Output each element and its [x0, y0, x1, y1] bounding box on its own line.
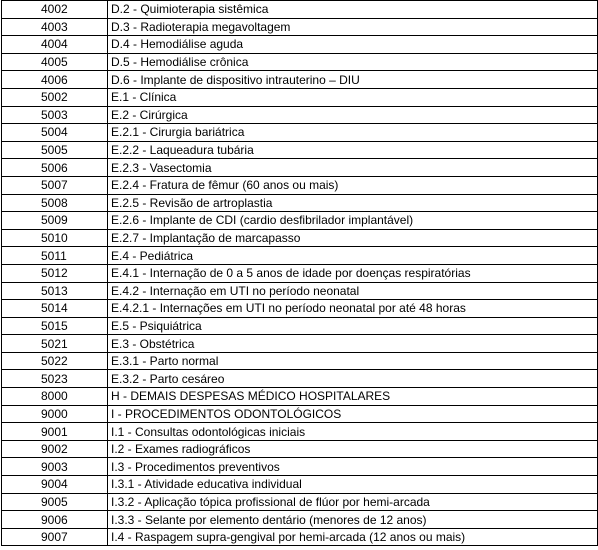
table-row — [2, 141, 598, 159]
procedure-description-cell: I.1 - Consultas odontológicas iniciais — [108, 423, 598, 441]
table-row — [2, 1, 598, 19]
procedure-code-cell: 5022 — [2, 352, 108, 370]
table-row — [2, 36, 598, 54]
table-row — [2, 53, 598, 71]
procedure-description-cell: E.3.1 - Parto normal — [108, 352, 598, 370]
procedure-description-cell: E.4.2.1 - Internações em UTI no período neonatal por até 48 horas — [108, 300, 598, 318]
table-row — [2, 18, 598, 36]
table-row — [2, 71, 598, 89]
table-row — [2, 106, 598, 124]
procedure-code-cell: 9002 — [2, 440, 108, 458]
procedure-code-cell: 5004 — [2, 124, 108, 142]
procedure-description-cell: D.5 - Hemodiálise crônica — [108, 53, 598, 71]
table-row — [2, 388, 598, 406]
procedure-description-cell: E.5 - Psiquiátrica — [108, 317, 598, 335]
procedure-code-cell: 5014 — [2, 300, 108, 318]
procedure-code-cell: 9001 — [2, 423, 108, 441]
procedure-code-cell: 5005 — [2, 141, 108, 159]
procedure-code-cell: 5023 — [2, 370, 108, 388]
procedure-code-cell: 5002 — [2, 88, 108, 106]
procedure-code-cell: 8000 — [2, 388, 108, 406]
procedure-description-cell: D.3 - Radioterapia megavoltagem — [108, 18, 598, 36]
procedure-description-cell: E.1 - Clínica — [108, 88, 598, 106]
procedure-description-cell: E.3 - Obstétrica — [108, 335, 598, 353]
table-row — [2, 229, 598, 247]
procedure-code-cell: 4002 — [2, 1, 108, 19]
procedure-code-cell: 4005 — [2, 53, 108, 71]
procedure-code-table-body — [2, 1, 598, 546]
procedure-code-cell: 9004 — [2, 476, 108, 494]
procedure-description-cell: D.4 - Hemodiálise aguda — [108, 36, 598, 54]
procedure-description-cell: I.3 - Procedimentos preventivos — [108, 458, 598, 476]
procedure-description-cell: E.2.7 - Implantação de marcapasso — [108, 229, 598, 247]
procedure-code-cell: 5010 — [2, 229, 108, 247]
procedure-code-cell: 5009 — [2, 212, 108, 230]
procedure-description-cell: I.4 - Raspagem supra-gengival por hemi-arcada (12 anos ou mais) — [108, 528, 598, 546]
procedure-code-cell: 5021 — [2, 335, 108, 353]
table-row — [2, 370, 598, 388]
procedure-description-cell: E.2.3 - Vasectomia — [108, 159, 598, 177]
procedure-description-cell: E.2.2 - Laqueadura tubária — [108, 141, 598, 159]
procedure-description-cell: E.4 - Pediátrica — [108, 247, 598, 265]
procedure-code-cell: 5011 — [2, 247, 108, 265]
table-row — [2, 264, 598, 282]
procedure-description-cell: I.2 - Exames radiográficos — [108, 440, 598, 458]
table-row — [2, 247, 598, 265]
procedure-code-cell: 9000 — [2, 405, 108, 423]
procedure-code-cell: 5007 — [2, 176, 108, 194]
table-row — [2, 317, 598, 335]
procedure-description-cell: D.2 - Quimioterapia sistêmica — [108, 1, 598, 19]
procedure-code-cell: 9005 — [2, 493, 108, 511]
table-row — [2, 88, 598, 106]
procedure-code-cell: 5012 — [2, 264, 108, 282]
procedure-description-cell: I.3.3 - Selante por elemento dentário (menores de 12 anos) — [108, 511, 598, 529]
table-row — [2, 194, 598, 212]
table-row — [2, 176, 598, 194]
procedure-code-cell: 4004 — [2, 36, 108, 54]
table-row — [2, 124, 598, 142]
table-row — [2, 458, 598, 476]
procedure-code-cell: 9006 — [2, 511, 108, 529]
table-row — [2, 440, 598, 458]
procedure-code-table — [1, 0, 598, 546]
table-row — [2, 511, 598, 529]
procedure-description-cell: E.2.4 - Fratura de fêmur (60 anos ou mais) — [108, 176, 598, 194]
table-row — [2, 352, 598, 370]
table-row — [2, 212, 598, 230]
procedure-description-cell: E.2.5 - Revisão de artroplastia — [108, 194, 598, 212]
procedure-description-cell: E.2.1 - Cirurgia bariátrica — [108, 124, 598, 142]
procedure-description-cell: E.3.2 - Parto cesáreo — [108, 370, 598, 388]
procedure-code-cell: 9007 — [2, 528, 108, 546]
table-row — [2, 528, 598, 546]
procedure-code-cell: 5013 — [2, 282, 108, 300]
procedure-code-cell: 5003 — [2, 106, 108, 124]
table-row — [2, 476, 598, 494]
table-row — [2, 405, 598, 423]
procedure-description-cell: E.4.2 - Internação em UTI no período neonatal — [108, 282, 598, 300]
procedure-description-cell: E.2.6 - Implante de CDI (cardio desfibrilador implantável) — [108, 212, 598, 230]
procedure-description-cell: I.3.1 - Atividade educativa individual — [108, 476, 598, 494]
table-row — [2, 493, 598, 511]
table-row — [2, 423, 598, 441]
procedure-code-cell: 5006 — [2, 159, 108, 177]
procedure-description-cell: D.6 - Implante de dispositivo intrauterino – DIU — [108, 71, 598, 89]
procedure-description-cell: E.4.1 - Internação de 0 a 5 anos de idade por doenças respiratórias — [108, 264, 598, 282]
procedure-description-cell: I - PROCEDIMENTOS ODONTOLÓGICOS — [108, 405, 598, 423]
procedure-code-cell: 5008 — [2, 194, 108, 212]
table-row — [2, 159, 598, 177]
procedure-code-cell: 4003 — [2, 18, 108, 36]
procedure-code-cell: 9003 — [2, 458, 108, 476]
table-row — [2, 282, 598, 300]
table-row — [2, 335, 598, 353]
procedure-description-cell: E.2 - Cirúrgica — [108, 106, 598, 124]
procedure-description-cell: I.3.2 - Aplicação tópica profissional de flúor por hemi-arcada — [108, 493, 598, 511]
procedure-description-cell: H - DEMAIS DESPESAS MÉDICO HOSPITALARES — [108, 388, 598, 406]
table-row — [2, 300, 598, 318]
procedure-code-cell: 5015 — [2, 317, 108, 335]
procedure-code-cell: 4006 — [2, 71, 108, 89]
